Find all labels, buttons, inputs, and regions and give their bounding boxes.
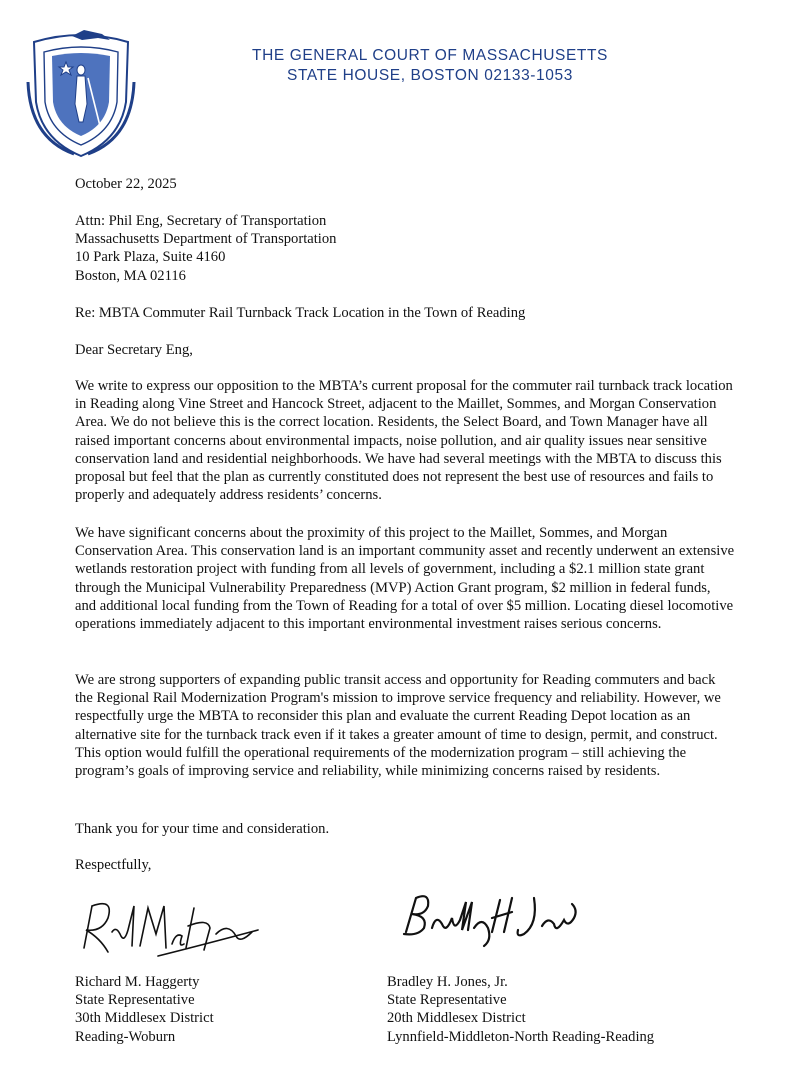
salutation: Dear Secretary Eng, (75, 342, 193, 358)
massachusetts-seal-icon (22, 22, 140, 162)
letterhead (170, 46, 690, 86)
letterhead-line-2: STATE HOUSE, BOSTON 02133-1053 (287, 67, 573, 84)
subject-line: Re: MBTA Commuter Rail Turnback Track Location in the Town of Reading (75, 305, 526, 321)
signer-name: Bradley H. Jones, Jr. (387, 974, 508, 990)
recipient-line-3: 10 Park Plaza, Suite 4160 (75, 249, 226, 266)
signer-name: Richard M. Haggerty (75, 974, 200, 990)
closing-thanks: Thank you for your time and consideration. (75, 821, 330, 837)
body-paragraph-1: We write to express our opposition to the MBTA’s current proposal for the commuter rail turnback track location in Reading along Vine Street and Hancock Street, adjacent to the Maillet, Sommes, and Morgan Conservation Area. We do not believe this is the correct location. Residents, the Select Board, and Town Manager have all raised important concerns about environmental impacts, noise pollution, and air quality issues near sensitive conservation land and residential neighborhoods. We have had several meetings with the MBTA to discuss this proposal but feel that the plan as currently constituted does not represent the best use of resources and fails to properly and adequately address residents’ concerns. (75, 378, 733, 504)
recipient-line-1: Attn: Phil Eng, Secretary of Transportation (75, 213, 327, 229)
body-paragraph-2: We have significant concerns about the proximity of this project to the Maillet, Sommes, and Morgan Conservation Area. This conservation land is an important community asset and recently underwent an extensive wetlands restoration project with funding from all levels of government, including a $2.1 million state grant through the Municipal Vulnerability Preparedness (MVP) Action Grant program, $2 million in federal funds, and additional local funding from the Town of Reading for a total of over $5 million. Locating diesel locomotive operations immediately adjacent to this important environmental investment raises serious concerns. (75, 525, 735, 633)
recipient-address (75, 212, 735, 285)
signature-haggerty (68, 888, 268, 966)
letter-date: October 22, 2025 (75, 176, 177, 192)
signer-block-haggerty (75, 973, 214, 1046)
signer-district: 20th Middlesex District (387, 1010, 526, 1027)
letterhead-line-1: THE GENERAL COURT OF MASSACHUSETTS (252, 47, 608, 64)
recipient-line-2: Massachusetts Department of Transportation (75, 231, 337, 248)
signer-towns: Lynnfield-Middleton-North Reading-Reading (387, 1028, 655, 1045)
recipient-line-4: Boston, MA 02116 (75, 267, 186, 284)
signature-jones (388, 888, 588, 950)
signer-block-jones (387, 973, 654, 1046)
closing: Respectfully, (75, 857, 152, 873)
signer-title: State Representative (75, 992, 195, 1009)
signer-towns: Reading-Woburn (75, 1028, 176, 1045)
body-paragraph-3: We are strong supporters of expanding public transit access and opportunity for Reading commuters and back the Regional Rail Modernization Program's mission to improve service frequency and reliability. However, we respectfully urge the MBTA to reconsider this plan and evaluate the current Reading Depot location as an alternative site for the turnback track even if it takes a greater amount of time to design, permit, and construct. This option would fulfill the operational requirements of the modernization program – still achieving the program’s goals of improving service and reliability, while minimizing concerns raised by residents. (75, 672, 721, 780)
signer-district: 30th Middlesex District (75, 1010, 214, 1027)
signer-title: State Representative (387, 992, 507, 1009)
